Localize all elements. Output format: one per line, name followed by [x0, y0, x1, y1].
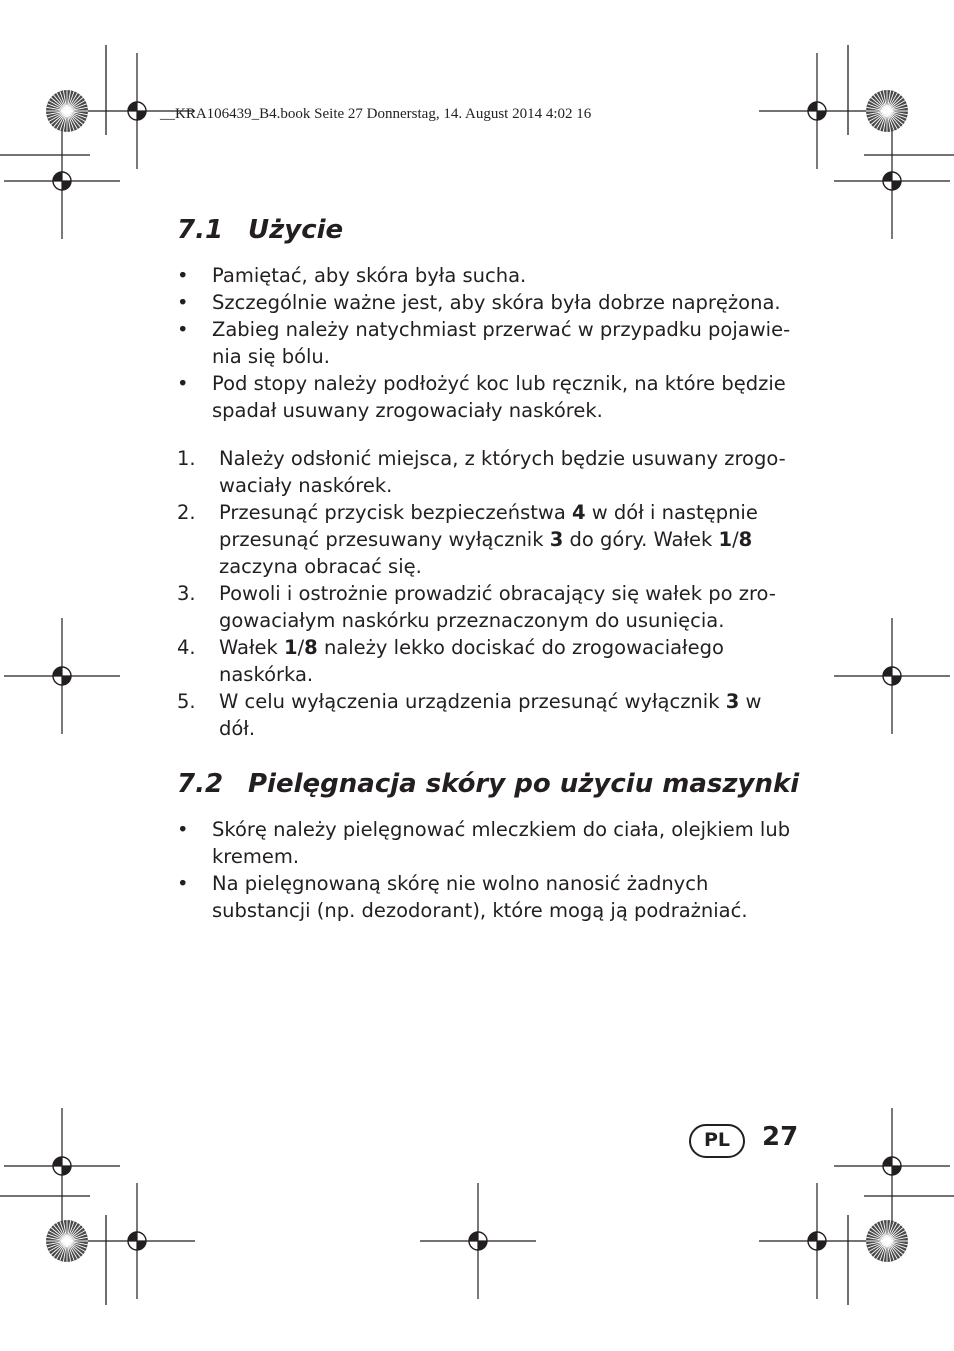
step-3: 3. Powoli i ostrożnie prowadzić obracający się wałek po zro- gowaciałym naskórku przeznaczonym do usunięcia.: [177, 582, 776, 632]
starburst-mark: [46, 1220, 88, 1262]
step-1: 1. Należy odsłonić miejsca, z których będzie usuwany zrogo- waciały naskórek.: [177, 447, 786, 497]
section1-bullets: [177, 262, 801, 424]
registration-mark: [4, 123, 120, 239]
starburst-mark: [866, 90, 908, 132]
list-item: • Szczególnie ważne jest, aby skóra była dobrze naprężona.: [177, 291, 781, 314]
language-badge: PL: [689, 1124, 745, 1158]
step-5: 5. W celu wyłączenia urządzenia przesunąć wyłącznik 3 w dół.: [177, 690, 762, 740]
section-heading-7-2: 7.2 Pielęgnacja skóry po użyciu maszynki: [177, 769, 800, 799]
list-item: • Pamiętać, aby skóra była sucha.: [177, 264, 527, 287]
registration-mark: [420, 1183, 536, 1299]
section2-bullets: [177, 816, 801, 924]
list-item: • Skórę należy pielęgnować mleczkiem do ciała, olejkiem lub kremem.: [177, 818, 791, 868]
registration-mark: [4, 1108, 120, 1224]
section1-steps: [177, 445, 801, 742]
print-slug: __KRA106439_B4.book Seite 27 Donnerstag, 14. August 2014 4:02 16: [160, 106, 592, 122]
step-2: 2. Przesunąć przycisk bezpieczeństwa 4 w dół i następnie przesunąć przesuwany wyłącznik 3 do góry. Wałek 1/8 zaczyna obracać się.: [177, 501, 758, 578]
registration-mark: [834, 123, 950, 239]
starburst-mark: [866, 1220, 908, 1262]
section-heading-7-1: 7.1 Użycie: [177, 215, 344, 245]
list-item: • Zabieg należy natychmiast przerwać w przypadku pojawie- nia się bólu.: [177, 318, 791, 368]
page-number: 27: [762, 1122, 799, 1152]
registration-mark: [834, 618, 950, 734]
registration-mark: [759, 1183, 875, 1299]
registration-mark: [834, 1108, 950, 1224]
list-item: • Pod stopy należy podłożyć koc lub ręcznik, na które będzie spadał usuwany zrogowaciały naskórek.: [177, 372, 786, 422]
starburst-mark: [46, 90, 88, 132]
registration-mark: [4, 618, 120, 734]
step-4: 4. Wałek 1/8 należy lekko dociskać do zrogowaciałego naskórka.: [177, 636, 724, 686]
list-item: • Na pielęgnowaną skórę nie wolno nanosić żadnych substancji (np. dezodorant), które mogą ją podrażniać.: [177, 872, 748, 922]
registration-mark: [79, 1183, 195, 1299]
registration-mark: [759, 53, 875, 169]
